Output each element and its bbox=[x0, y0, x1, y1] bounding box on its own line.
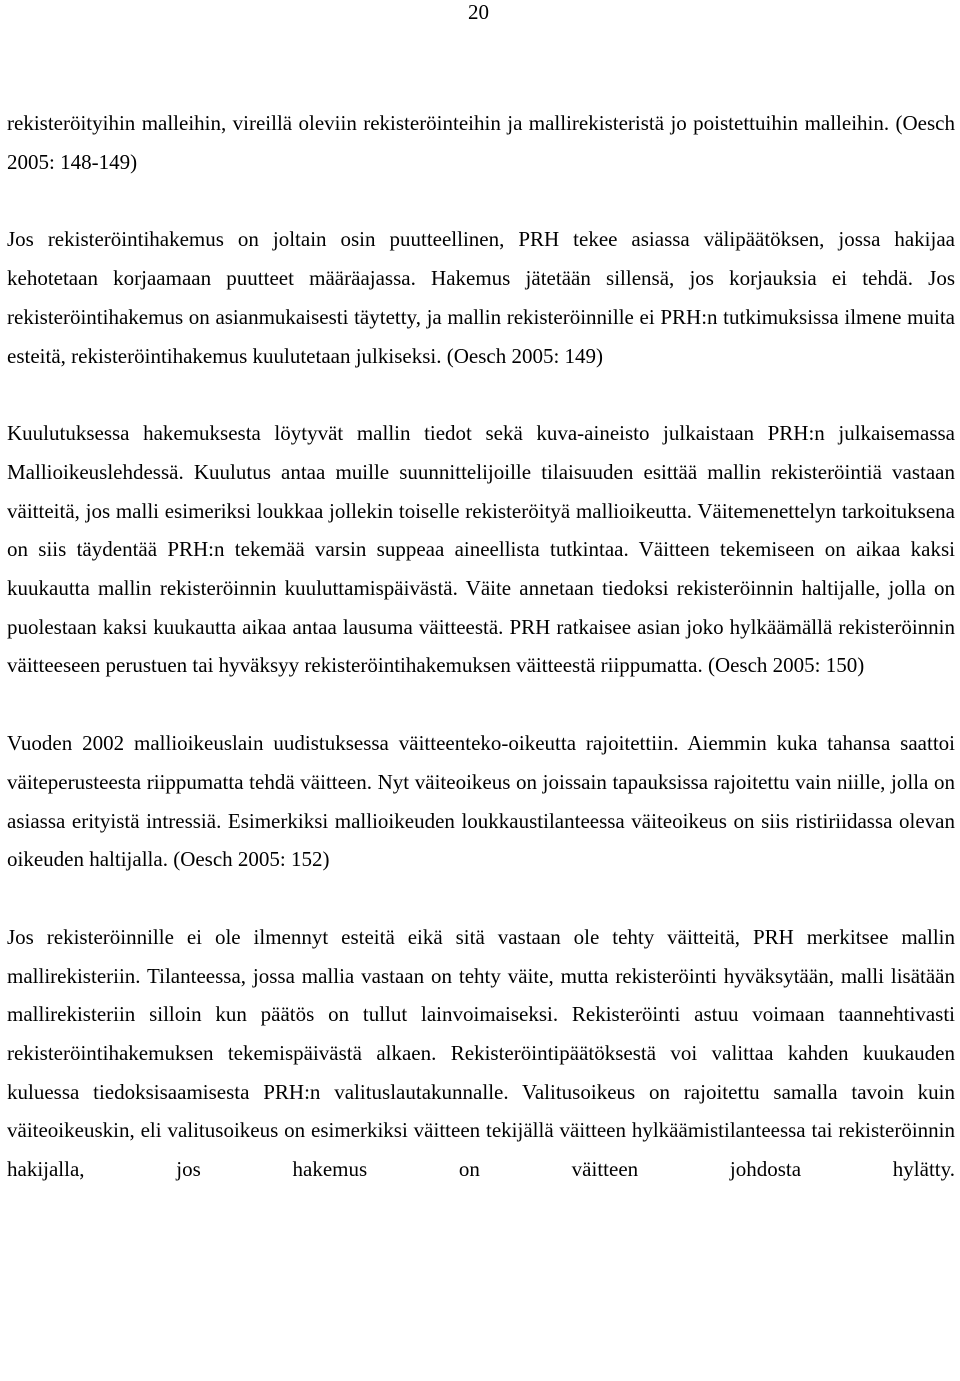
paragraph-5: Jos rekisteröinnille ei ole ilmennyt esteitä eikä sitä vastaan ole tehty väitteitä, PRH merkitsee mallin mallirekisteriin. Tilanteessa, jossa mallia vastaan on tehty väite, mutta rekisteröinti hyväksytään, malli lisätään mallirekisteriin silloin kun päätös on tullut lainvoimaiseksi. Rekisteröinti astuu voimaan taannehtivasti rekisteröintihakemuksen tekemispäivästä alkaen. Rekisteröintipäätöksestä voi valittaa kahden kuukauden kuluessa tiedoksisaamisesta PRH:n valituslautakunnalle. Valitusoikeus on rajoitettu samalla tavoin kuin väiteoikeuskin, eli valitusoikeus on esimerkiksi väitteen tekijällä väitteen hylkäämistilanteessa tai rekisteröinnin hakijalla, jos hakemus on väitteen johdosta hylätty. bbox=[7, 924, 955, 1182]
paragraph-2: Jos rekisteröintihakemus on joltain osin puutteellinen, PRH tekee asiassa välipäätöksen, jossa hakijaa kehotetaan korjaamaan puutteet määräajassa. Hakemus jätetään sillensä, jos korjauksia ei tehdä. Jos rekisteröintihakemus on asianmukaisesti täytetty, ja mallin rekisteröinnille ei PRH:n tutkimuksissa ilmene muita esteitä, rekisteröintihakemus kuulutetaan julkiseksi. (Oesch 2005: 149) bbox=[7, 227, 955, 368]
paragraph-3: Kuulutuksessa hakemuksesta löytyvät mallin tiedot sekä kuva-aineisto julkaistaan PRH:n julkaisemassa Mallioikeuslehdessä. Kuulutus antaa muille suunnittelijoille tilaisuuden esittää mallin rekisteröintiä vastaan väitteitä, jos malli esimeriksi loukkaa jollekin toiselle rekisteröityä mallioikeutta. Väitemenettelyn tarkoituksena on siis täydentää PRH:n tekemää varsin suppeaa aineellista tutkintaa. Väitteen tekemiseen on aikaa kaksi kuukautta mallin rekisteröinnin kuuluttamispäivästä. Väite annetaan tiedoksi rekisteröinnin haltijalle, jolla on puolestaan kaksi kuukautta aikaa antaa lausuma väitteestä. PRH ratkaisee asian joko hylkäämällä rekisteröinnin väitteeseen perustuen tai hyväksyy rekisteröintihakemuksen väitteestä riippumatta. (Oesch 2005: 150) bbox=[7, 421, 955, 678]
paragraph-1: rekisteröityihin malleihin, vireillä oleviin rekisteröinteihin ja mallirekisteristä jo poistettuihin malleihin. (Oesch 2005: 148-149) bbox=[7, 111, 955, 174]
paragraph-4: Vuoden 2002 mallioikeuslain uudistuksessa väitteenteko-oikeutta rajoitettiin. Aiemmin kuka tahansa saattoi väiteperusteesta riippumatta tehdä väitteen. Nyt väiteoikeus on joissain tapauksissa rajoitettu vain niille, jolla on asiassa erityistä intressiä. Esimerkiksi mallioikeuden loukkaustilanteessa väiteoikeus on siis ristiriidassa olevan oikeuden haltijalla. (Oesch 2005: 152) bbox=[7, 731, 955, 872]
document-body bbox=[7, 104, 955, 1189]
page-number: 20 bbox=[468, 0, 489, 24]
